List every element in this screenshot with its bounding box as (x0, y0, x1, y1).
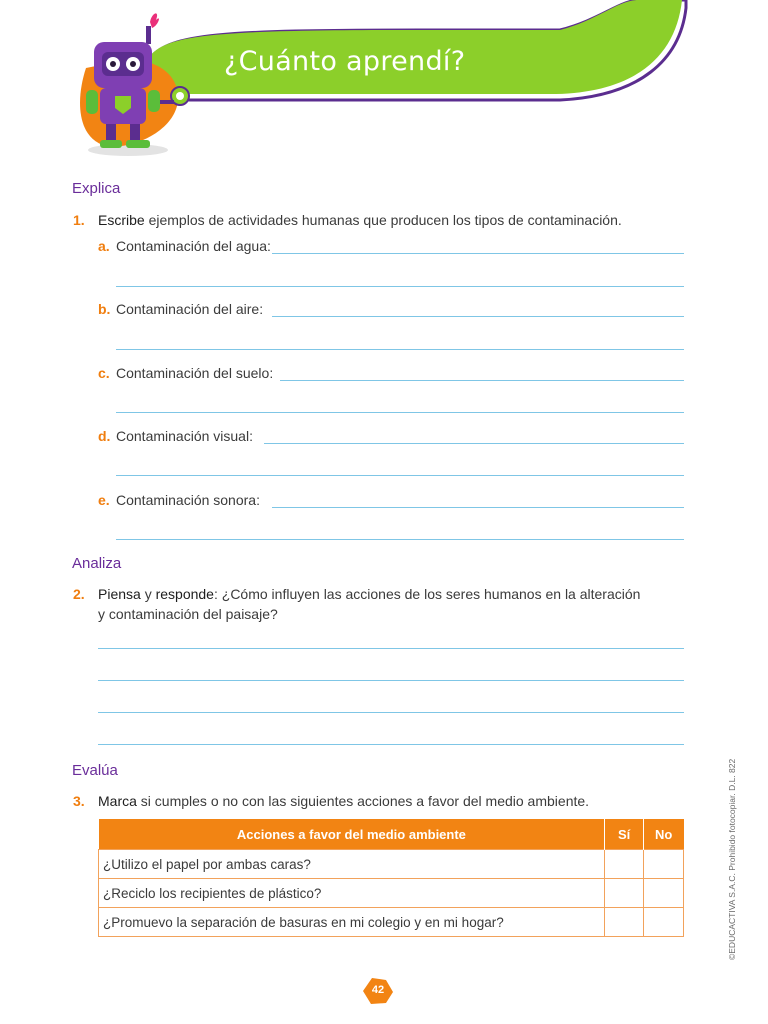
table-cell-action: ¿Reciclo los recipientes de plástico? (99, 879, 605, 908)
table-cell-action: ¿Promuevo la separación de basuras en mi colegio y en mi hogar? (99, 908, 605, 937)
answer-line[interactable] (280, 380, 684, 381)
section-heading-analiza: Analiza (72, 555, 122, 572)
checkbox-no[interactable] (643, 850, 683, 879)
item-label-agua: Contaminación del agua: (116, 238, 271, 254)
answer-line[interactable] (98, 648, 684, 649)
table-row (99, 879, 684, 908)
checkbox-yes[interactable] (605, 879, 644, 908)
item-label-visual: Contaminación visual: (116, 428, 253, 444)
question-1-body: ejemplos de actividades humanas que producen los tipos de contaminación. (144, 212, 622, 228)
question-3-text (98, 791, 589, 811)
item-label-aire: Contaminación del aire: (116, 301, 264, 317)
question-2-conjunction: y (140, 586, 156, 602)
section-heading-explica: Explica (72, 180, 121, 197)
answer-line[interactable] (272, 507, 684, 508)
table-header-row (99, 819, 684, 850)
copyright-note: ©EDUCACTIVA S.A.C. Prohibido fotocopiar. D.L. 822 (727, 758, 737, 960)
question-2-body: : ¿Cómo influyen las acciones de los seres humanos en la alteración (213, 586, 641, 602)
page-number: 42 (371, 984, 385, 996)
answer-line[interactable] (272, 316, 684, 317)
item-letter: a. (98, 238, 110, 254)
checkbox-yes[interactable] (605, 850, 644, 879)
question-number: 2. (73, 586, 85, 602)
question-2-verb-2: responde (155, 586, 214, 602)
table-row (99, 850, 684, 879)
item-letter: c. (98, 365, 110, 381)
evaluation-table (98, 819, 684, 937)
answer-line[interactable] (116, 475, 684, 476)
page-title: ¿Cuánto aprendí? (224, 46, 466, 77)
item-letter: b. (98, 301, 111, 317)
question-2-text (98, 584, 658, 624)
answer-line[interactable] (116, 349, 684, 350)
answer-line[interactable] (116, 286, 684, 287)
checkbox-no[interactable] (643, 879, 683, 908)
question-number: 1. (73, 212, 85, 228)
table-header-no: No (643, 819, 683, 850)
question-2-verb-1: Piensa (98, 586, 141, 602)
answer-line[interactable] (98, 712, 684, 713)
question-1-verb: Escribe (98, 212, 145, 228)
question-3-body: si cumples o no con las siguientes acciones a favor del medio ambiente. (136, 793, 590, 809)
answer-line[interactable] (116, 412, 684, 413)
item-letter: d. (98, 428, 111, 444)
checkbox-yes[interactable] (605, 908, 644, 937)
question-3-verb: Marca (98, 793, 137, 809)
answer-line[interactable] (116, 539, 684, 540)
item-letter: e. (98, 492, 110, 508)
table-header-actions: Acciones a favor del medio ambiente (99, 819, 605, 850)
table-header-yes: Sí (605, 819, 644, 850)
robot-mascot-icon (66, 8, 198, 158)
answer-line[interactable] (264, 443, 684, 444)
table-cell-action: ¿Utilizo el papel por ambas caras? (99, 850, 605, 879)
checkbox-no[interactable] (643, 908, 683, 937)
section-heading-evalua: Evalúa (72, 762, 118, 779)
answer-line[interactable] (272, 253, 684, 254)
item-label-suelo: Contaminación del suelo: (116, 365, 274, 381)
answer-line[interactable] (98, 680, 684, 681)
question-1-text (98, 210, 622, 230)
answer-line[interactable] (98, 744, 684, 745)
question-2-body-2: y contaminación del paisaje? (98, 606, 278, 622)
table-row (99, 908, 684, 937)
question-number: 3. (73, 793, 85, 809)
item-label-sonora: Contaminación sonora: (116, 492, 260, 508)
